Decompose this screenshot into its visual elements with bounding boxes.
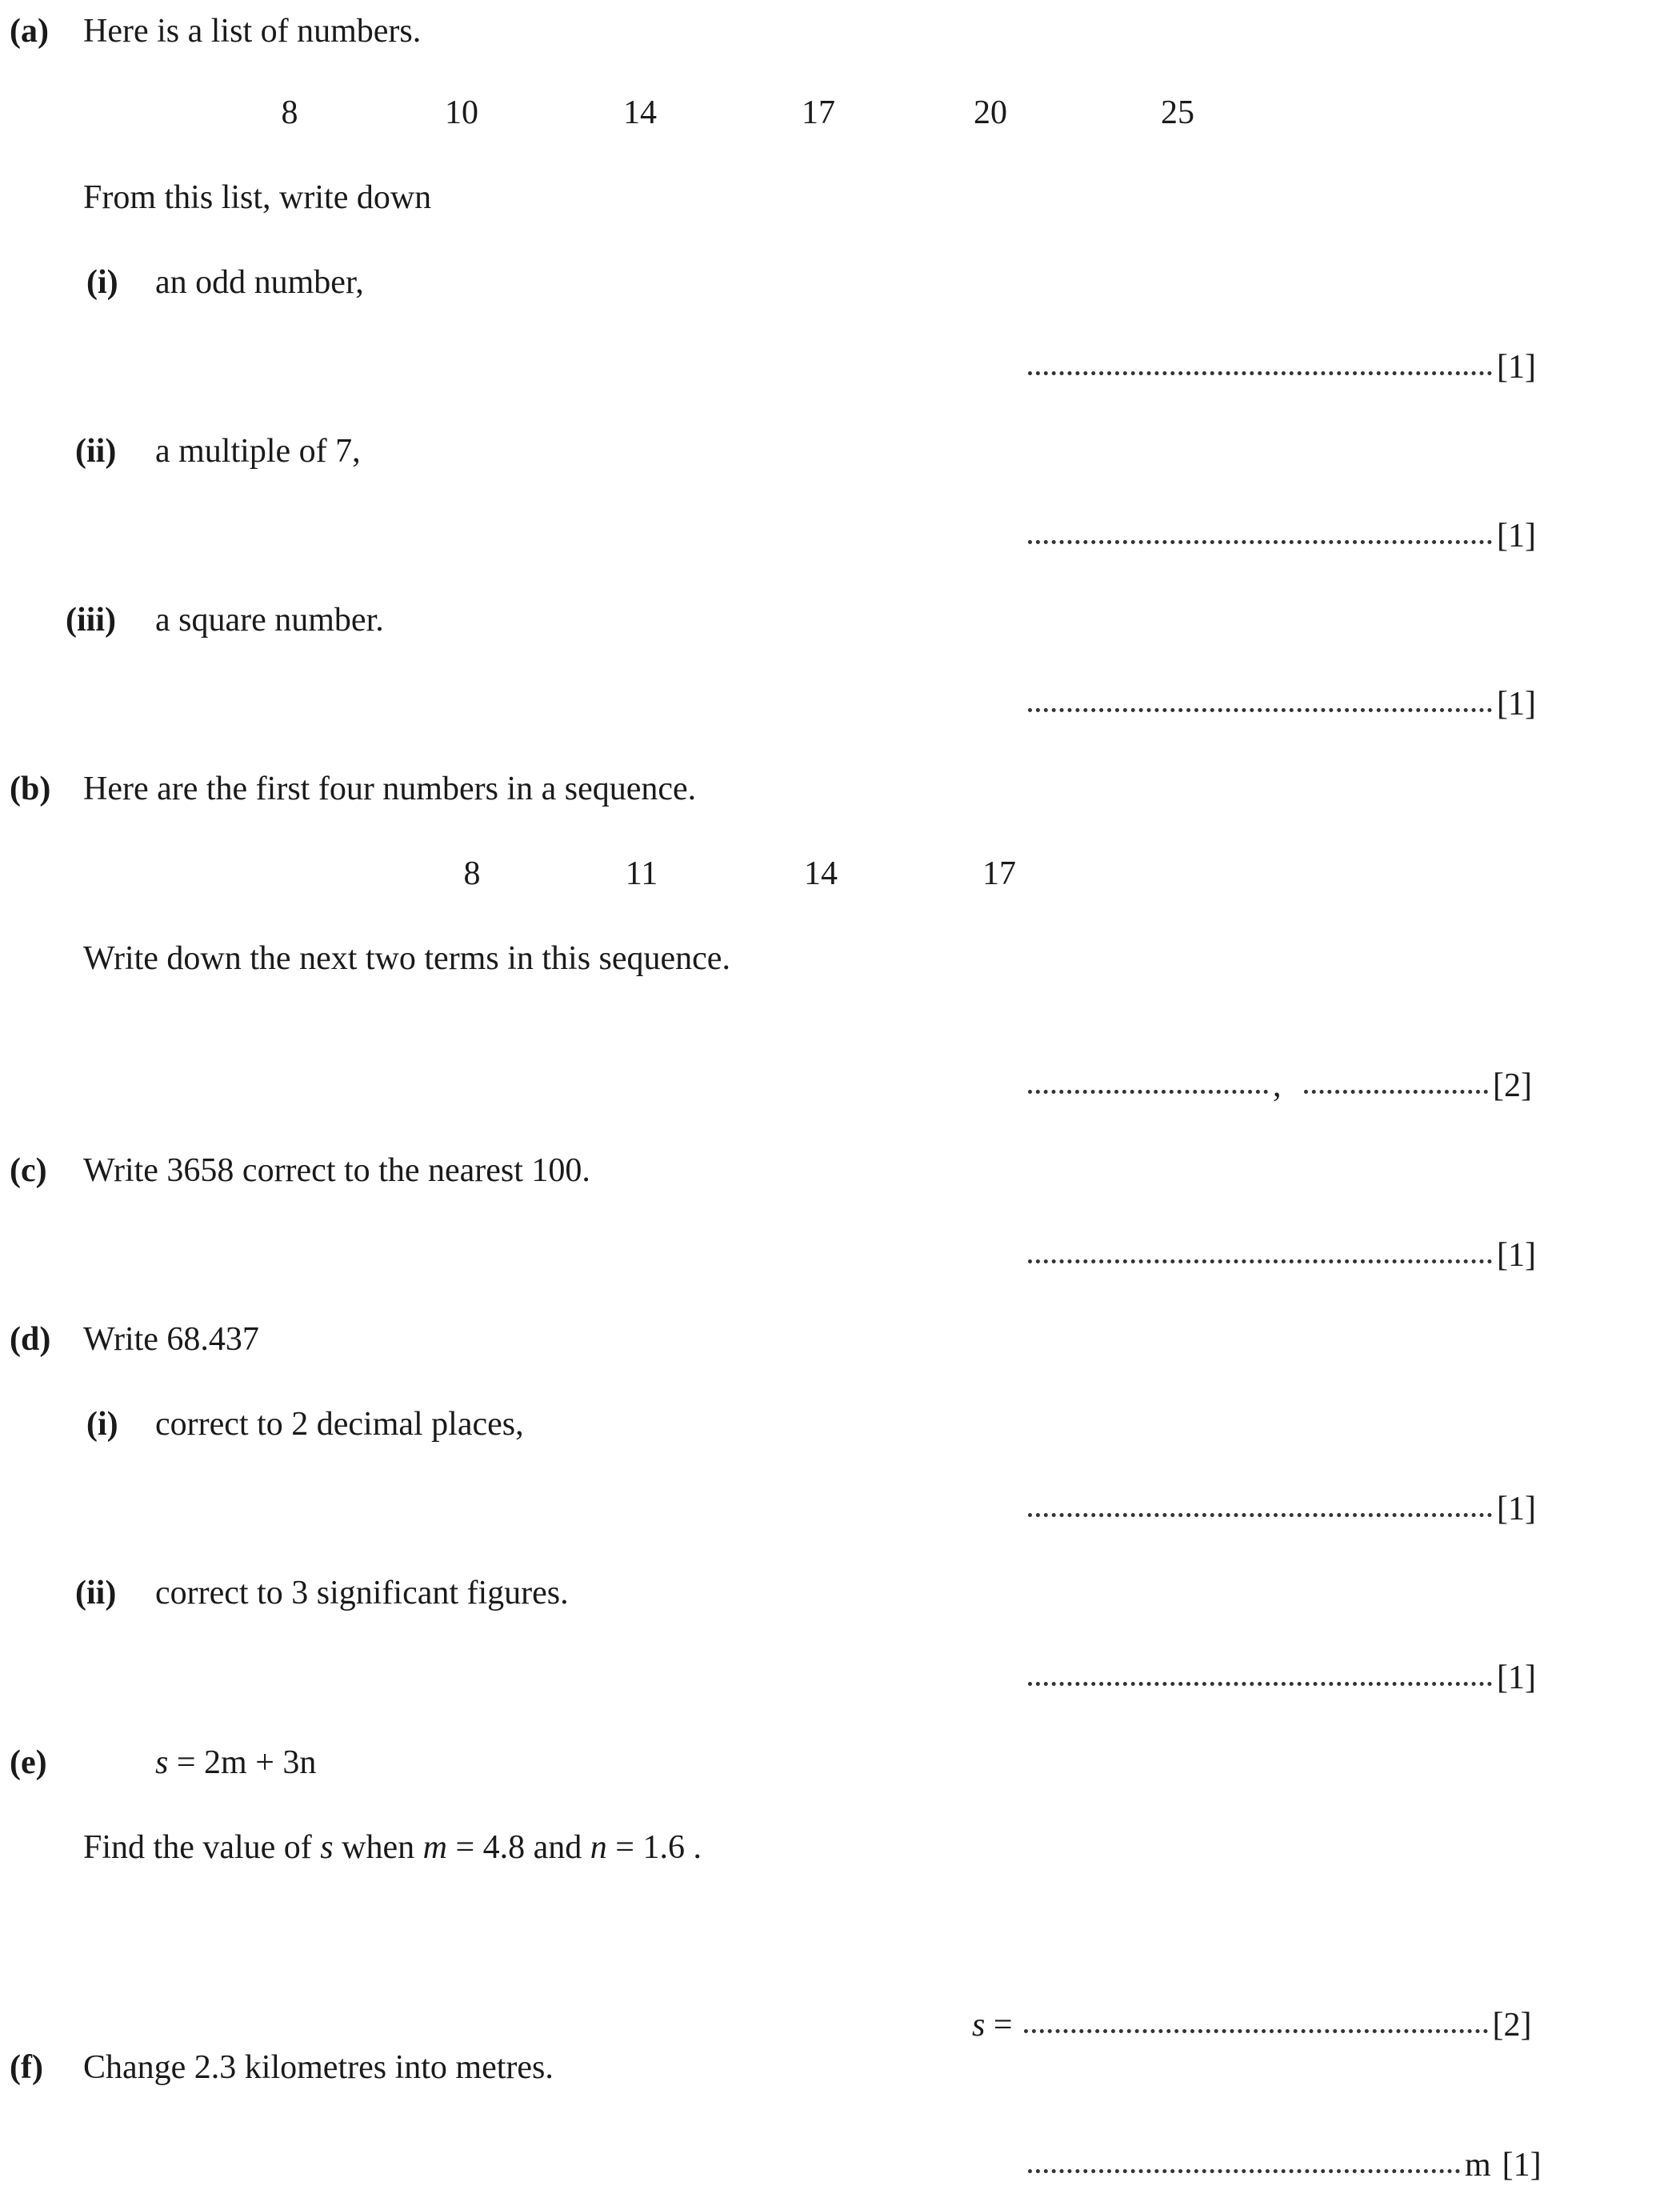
- marks-label: [1]: [1497, 349, 1536, 386]
- answer-blank-second[interactable]: [1304, 1090, 1488, 1094]
- answer-line[interactable]: [1028, 687, 1536, 721]
- answer-line[interactable]: [1028, 1661, 1536, 1695]
- answer-blank[interactable]: [1028, 708, 1492, 712]
- answer-line-two-terms[interactable]: [1028, 1069, 1532, 1103]
- sub-label: (i): [86, 264, 118, 301]
- formula-rhs: = 2m + 3n: [176, 1744, 317, 1781]
- sequence-number: 14: [804, 855, 838, 892]
- formula-lhs: s: [155, 1744, 169, 1781]
- sub-question-text: a multiple of 7,: [155, 433, 361, 470]
- answer-separator: ,: [1273, 1067, 1282, 1104]
- part-e-question: [83, 1831, 702, 1864]
- answer-blank[interactable]: [1028, 540, 1492, 544]
- list-number: 14: [623, 94, 657, 131]
- variable-s: s: [320, 1829, 334, 1866]
- answer-blank[interactable]: [1028, 371, 1492, 375]
- answer-line[interactable]: [1028, 1492, 1536, 1526]
- list-number: 10: [445, 94, 478, 131]
- sub-label: (iii): [66, 602, 116, 639]
- part-c-label: (c): [10, 1152, 47, 1189]
- part-b-instruction: Write down the next two terms in this sequence.: [83, 940, 730, 977]
- list-number: 8: [281, 94, 298, 131]
- question-text: = 4.8 and: [455, 1829, 582, 1866]
- sub-question-text: a square number.: [155, 602, 384, 639]
- marks-label: [2]: [1493, 1067, 1532, 1104]
- question-text: when: [342, 1829, 415, 1866]
- answer-line[interactable]: [1028, 350, 1536, 384]
- part-f-label: (f): [10, 2049, 43, 2086]
- sequence-number: 8: [463, 855, 481, 892]
- list-number: 20: [974, 94, 1007, 131]
- part-d-label: (d): [10, 1321, 51, 1358]
- sub-question-text: an odd number,: [155, 264, 364, 301]
- sub-label: (ii): [75, 433, 117, 470]
- sub-label: (i): [86, 1406, 118, 1443]
- marks-label: [1]: [1497, 518, 1536, 555]
- part-e-label: (e): [10, 1744, 47, 1781]
- part-a-label: (a): [10, 13, 49, 50]
- answer-blank[interactable]: [1028, 1259, 1492, 1263]
- answer-blank[interactable]: [1028, 1682, 1492, 1686]
- part-a-intro: Here is a list of numbers.: [83, 13, 422, 50]
- part-f-text: Change 2.3 kilometres into metres.: [83, 2049, 554, 2086]
- marks-label: [1]: [1497, 1237, 1536, 1274]
- sub-label: (ii): [75, 1575, 117, 1611]
- answer-blank[interactable]: [1028, 2169, 1460, 2173]
- answer-line[interactable]: [1028, 1239, 1536, 1272]
- variable-m: m: [422, 1829, 447, 1866]
- sequence-number: 11: [625, 855, 658, 892]
- answer-prefix-eq: =: [993, 2007, 1013, 2044]
- answer-line[interactable]: [1028, 2148, 1542, 2182]
- question-text: Find the value of: [83, 1829, 312, 1866]
- answer-line-s[interactable]: [972, 2008, 1532, 2042]
- part-d-intro: Write 68.437: [83, 1321, 259, 1358]
- answer-blank-first[interactable]: [1028, 1090, 1268, 1094]
- marks-label: [1]: [1497, 686, 1536, 723]
- answer-blank[interactable]: [1028, 1513, 1492, 1517]
- answer-blank[interactable]: [1024, 2029, 1488, 2033]
- marks-label: [1]: [1497, 1491, 1536, 1527]
- part-b-label: (b): [10, 771, 51, 807]
- sub-question-text: correct to 2 decimal places,: [155, 1406, 524, 1443]
- sequence-number: 17: [982, 855, 1016, 892]
- answer-prefix-var: s: [972, 2007, 986, 2044]
- answer-line[interactable]: [1028, 519, 1536, 553]
- unit-label: m: [1465, 2147, 1491, 2184]
- list-number: 25: [1161, 94, 1194, 131]
- part-a-instruction: From this list, write down: [83, 179, 432, 216]
- question-text: = 1.6 .: [615, 1829, 702, 1866]
- sub-question-text: correct to 3 significant figures.: [155, 1575, 569, 1611]
- marks-label: [1]: [1497, 1660, 1536, 1696]
- marks-label: [1]: [1502, 2147, 1542, 2184]
- part-c-text: Write 3658 correct to the nearest 100.: [83, 1152, 590, 1189]
- marks-label: [2]: [1492, 2007, 1532, 2044]
- variable-n: n: [590, 1829, 607, 1866]
- part-b-intro: Here are the first four numbers in a sequence.: [83, 771, 697, 807]
- list-number: 17: [802, 94, 835, 131]
- formula: [155, 1746, 316, 1780]
